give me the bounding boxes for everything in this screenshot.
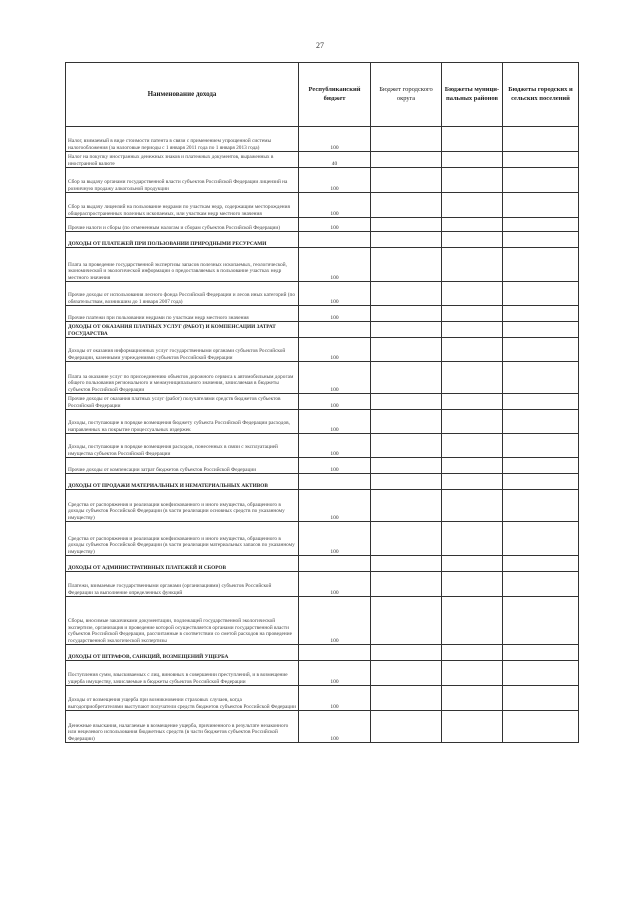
table-row [66,362,579,394]
republic-budget-cell [299,322,371,338]
revenue-name-cell: Платежи, взимаемые государственными органами (организациями) субъектов Российской Федерации за выполнение определенных функций [66,572,299,597]
section-title: ДОХОДЫ ОТ ШТРАФОВ, САНКЦИЙ, ВОЗМЕЩЕНИЙ УЩЕРБА [66,645,299,661]
settlement-budgets-cell [503,556,579,572]
revenue-name-cell: Поступления сумм, взыскиваемых с лиц, виновных в совершении преступлений, и в возмещение ущерба имуществу, зачисляемые в бюджеты субъектов Российской Федерации [66,661,299,686]
city-budget-cell [371,661,442,686]
city-budget-cell [371,490,442,522]
city-budget-cell [371,232,442,248]
revenue-name-cell: Средства от распоряжения и реализации конфискованного и иного имущества, обращенного в доходы субъектов Российской Федерации (в части реализации основных средств по указанному имуществу) [66,490,299,522]
republic-budget-cell: 100 [299,306,371,322]
table-row [66,490,579,522]
republic-budget-cell: 40 [299,152,371,168]
section-header-row [66,556,579,572]
table-row [66,410,579,434]
settlement-budgets-cell [503,394,579,410]
city-budget-cell [371,686,442,711]
district-budgets-cell [442,362,503,394]
revenue-name-cell: Доходы от оказания информационных услуг государственными органами субъектов Российской Федерации, казенными учреждениями субъектов Российской Федерации [66,338,299,362]
city-budget-cell [371,127,442,152]
district-budgets-cell [442,338,503,362]
city-budget-cell [371,338,442,362]
city-budget-cell [371,597,442,645]
republic-budget-cell: 100 [299,127,371,152]
settlement-budgets-cell [503,306,579,322]
settlement-budgets-cell [503,597,579,645]
district-budgets-cell [442,282,503,306]
city-budget-cell [371,711,442,743]
table-row [66,218,579,232]
district-budgets-cell [442,458,503,474]
district-budgets-cell [442,322,503,338]
district-budgets-cell [442,127,503,152]
revenue-name-cell: Средства от распоряжения и реализации конфискованного и иного имущества, обращенного в доходы субъектов Российской Федерации (в части реализации материальных запасов по указанному имуществу) [66,522,299,556]
settlement-budgets-cell [503,490,579,522]
table-row [66,152,579,168]
settlement-budgets-cell [503,686,579,711]
republic-budget-cell: 100 [299,490,371,522]
republic-budget-cell [299,645,371,661]
revenue-name-cell: Прочие налоги и сборы (по отмененным налогам и сборам субъектов Российской Федерации) [66,218,299,232]
city-budget-cell [371,306,442,322]
republic-budget-cell: 100 [299,522,371,556]
revenue-name-cell: Доходы, поступающие в порядке возмещения расходов, понесенных в связи с эксплуатацией имущества субъектов Российской Федерации [66,434,299,458]
settlement-budgets-cell [503,322,579,338]
revenue-name-cell: Плата за оказание услуг по присоединению объектов дорожного сервиса к автомобильным дорогам общего пользования регионального и межмуниципального значения, зачисляемая в бюджеты субъектов Российской Федерации [66,362,299,394]
city-budget-cell [371,474,442,490]
table-row [66,127,579,152]
table-row [66,686,579,711]
district-budgets-cell [442,152,503,168]
settlement-budgets-cell [503,458,579,474]
header-district-budgets: Бюджеты муници-пальных районов [442,63,503,127]
district-budgets-cell [442,572,503,597]
revenue-name-cell: Сборы, вносимые заказчиками документации, подлежащей государственной экологической экспертизе, организация и проведение которой осуществляется органами государственной власти субъектов Российской Федерации, рассчитанные в соответствии со сметой расходов на проведение государственной экологической экспертизы [66,597,299,645]
city-budget-cell [371,556,442,572]
district-budgets-cell [442,686,503,711]
district-budgets-cell [442,474,503,490]
settlement-budgets-cell [503,434,579,458]
republic-budget-cell: 100 [299,218,371,232]
district-budgets-cell [442,218,503,232]
table-row [66,458,579,474]
republic-budget-cell: 100 [299,661,371,686]
settlement-budgets-cell [503,645,579,661]
table-row [66,306,579,322]
settlement-budgets-cell [503,282,579,306]
revenue-name-cell: Доходы, поступающие в порядке возмещения бюджету субъекта Российской Федерации расходов, направленных на покрытие процессуальных издержек [66,410,299,434]
header-revenue-name: Наименование дохода [66,63,299,127]
table-header-row [66,63,579,127]
city-budget-cell [371,522,442,556]
revenue-name-cell: Прочие доходы от компенсации затрат бюджетов субъектов Российской Федерации [66,458,299,474]
republic-budget-cell: 100 [299,597,371,645]
settlement-budgets-cell [503,410,579,434]
table-row [66,168,579,193]
settlement-budgets-cell [503,661,579,686]
district-budgets-cell [442,711,503,743]
revenue-name-cell: Налог, взимаемый в виде стоимости патента в связи с применением упрощенной системы налогообложения (за налоговые периоды с 1 января 2011 года по 1 января 2013 года) [66,127,299,152]
republic-budget-cell: 100 [299,410,371,434]
city-budget-cell [371,322,442,338]
revenue-name-cell: Денежные взыскания, налагаемые в возмещение ущерба, причиненного в результате незаконного или нецелевого использования бюджетных средств (в части бюджетов субъектов Российской Федерации) [66,711,299,743]
district-budgets-cell [442,661,503,686]
district-budgets-cell [442,248,503,282]
city-budget-cell [371,458,442,474]
settlement-budgets-cell [503,474,579,490]
header-city-budget: Бюджет городского округа [371,63,442,127]
district-budgets-cell [442,522,503,556]
city-budget-cell [371,152,442,168]
settlement-budgets-cell [503,193,579,218]
city-budget-cell [371,434,442,458]
district-budgets-cell [442,410,503,434]
table-row [66,711,579,743]
section-title: ДОХОДЫ ОТ ПРОДАЖИ МАТЕРИАЛЬНЫХ И НЕМАТЕРИАЛЬНЫХ АКТИВОВ [66,474,299,490]
city-budget-cell [371,410,442,434]
city-budget-cell [371,645,442,661]
page-number: 27 [316,41,324,50]
table-row [66,193,579,218]
table-row [66,248,579,282]
settlement-budgets-cell [503,338,579,362]
revenue-name-cell: Налог на покупку иностранных денежных знаков и платежных документов, выраженных в иностранной валюте [66,152,299,168]
district-budgets-cell [442,232,503,248]
district-budgets-cell [442,597,503,645]
republic-budget-cell: 100 [299,362,371,394]
republic-budget-cell: 100 [299,434,371,458]
revenue-name-cell: Прочие доходы от оказания платных услуг (работ) получателями средств бюджетов субъектов Российской Федерации [66,394,299,410]
city-budget-cell [371,218,442,232]
revenue-name-cell: Сбор за выдачу органами государственной власти субъектов Российской Федерации лицензий на розничную продажу алкогольной продукции [66,168,299,193]
republic-budget-cell: 100 [299,711,371,743]
revenue-distribution-table [65,62,579,743]
header-republic-budget: Республиканский бюджет [299,63,371,127]
section-header-row [66,232,579,248]
district-budgets-cell [442,394,503,410]
section-header-row [66,645,579,661]
district-budgets-cell [442,556,503,572]
table-row [66,597,579,645]
city-budget-cell [371,193,442,218]
district-budgets-cell [442,168,503,193]
table-row [66,572,579,597]
revenue-name-cell: Сбор за выдачу лицензий на пользование недрами по участкам недр, содержащим месторождения общераспространенных полезных ископаемых, или участкам недр местного значения [66,193,299,218]
table-body [66,127,579,743]
republic-budget-cell: 100 [299,458,371,474]
settlement-budgets-cell [503,572,579,597]
table-row [66,661,579,686]
settlement-budgets-cell [503,218,579,232]
city-budget-cell [371,572,442,597]
district-budgets-cell [442,193,503,218]
revenue-name-cell: Плата за проведение государственной экспертизы запасов полезных ископаемых, геологической, экономической и экологической информации о предоставляемых в пользование участках недр местного значения [66,248,299,282]
header-settlement-budgets: Бюджеты городских и сельских поселений [503,63,579,127]
table-row [66,282,579,306]
settlement-budgets-cell [503,232,579,248]
city-budget-cell [371,362,442,394]
table-row [66,522,579,556]
republic-budget-cell [299,232,371,248]
settlement-budgets-cell [503,168,579,193]
settlement-budgets-cell [503,152,579,168]
district-budgets-cell [442,306,503,322]
section-header-row [66,474,579,490]
republic-budget-cell: 100 [299,168,371,193]
republic-budget-cell: 100 [299,338,371,362]
republic-budget-cell: 100 [299,686,371,711]
revenue-name-cell: Прочие платежи при пользовании недрами по участкам недр местного значения [66,306,299,322]
revenue-name-cell: Доходы от возмещения ущерба при возникновении страховых случаев, когда выгодоприобретателями выступают получатели средств бюджетов субъектов Российской Федерации [66,686,299,711]
city-budget-cell [371,282,442,306]
settlement-budgets-cell [503,248,579,282]
table-row [66,338,579,362]
section-title: ДОХОДЫ ОТ АДМИНИСТРАТИВНЫХ ПЛАТЕЖЕЙ И СБОРОВ [66,556,299,572]
settlement-budgets-cell [503,711,579,743]
section-title: ДОХОДЫ ОТ ПЛАТЕЖЕЙ ПРИ ПОЛЬЗОВАНИИ ПРИРОДНЫМИ РЕСУРСАМИ [66,232,299,248]
section-header-row [66,322,579,338]
city-budget-cell [371,394,442,410]
republic-budget-cell: 100 [299,394,371,410]
district-budgets-cell [442,434,503,458]
republic-budget-cell [299,474,371,490]
table-row [66,434,579,458]
section-title: ДОХОДЫ ОТ ОКАЗАНИЯ ПЛАТНЫХ УСЛУГ (РАБОТ) И КОМПЕНСАЦИИ ЗАТРАТ ГОСУДАРСТВА [66,322,299,338]
settlement-budgets-cell [503,127,579,152]
republic-budget-cell: 100 [299,193,371,218]
republic-budget-cell: 100 [299,572,371,597]
table-row [66,394,579,410]
district-budgets-cell [442,645,503,661]
republic-budget-cell: 100 [299,248,371,282]
district-budgets-cell [442,490,503,522]
republic-budget-cell: 100 [299,282,371,306]
republic-budget-cell [299,556,371,572]
settlement-budgets-cell [503,362,579,394]
revenue-name-cell: Прочие доходы от использования лесного фонда Российской Федерации и лесов иных категорий (по обязательствам, возникшим до 1 января 2007 года) [66,282,299,306]
settlement-budgets-cell [503,522,579,556]
city-budget-cell [371,248,442,282]
city-budget-cell [371,168,442,193]
